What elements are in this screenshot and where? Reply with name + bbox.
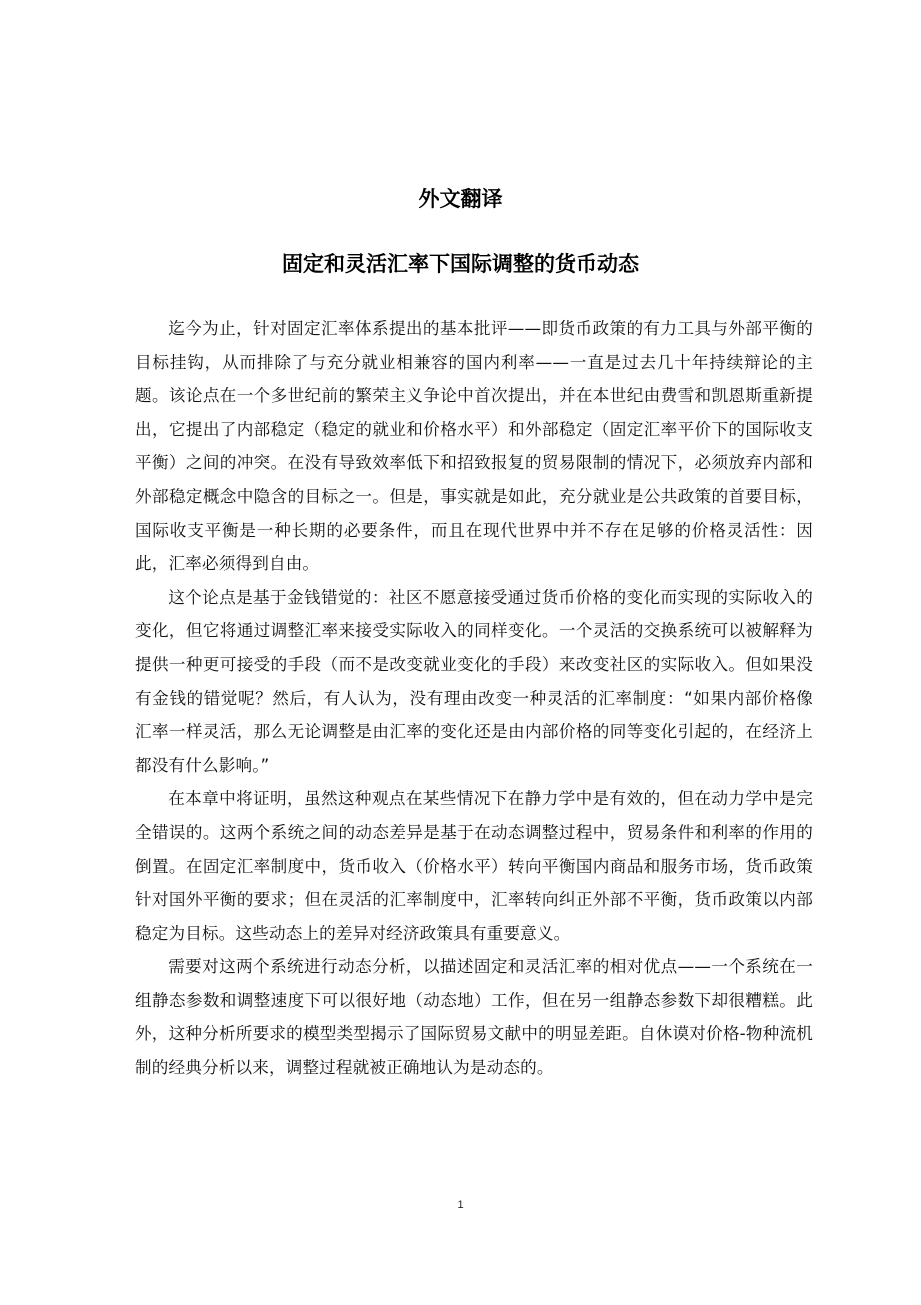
document-title: 外文翻译 (418, 187, 503, 211)
paragraph-4: 需要对这两个系统进行动态分析，以描述固定和灵活汇率的相对优点——一个系统在一组静态参数和调整速度下可以很好地（动态地）工作，但在另一组静态参数下却很糟糕。此外，这种分析所要求的模型类型揭示了国际贸易文献中的明显差距。自休谟对价格-物种流机制的经典分析以来，调整过程就被正确地认为是动态的。 (135, 957, 813, 1078)
page-number: 1 (457, 1199, 464, 1211)
document-subtitle: 固定和灵活汇率下国际调整的货币动态 (282, 252, 639, 276)
paragraph-3: 在本章中将证明，虽然这种观点在某些情况下在静力学中是有效的，但在动力学中是完全错误的。这两个系统之间的动态差异是基于在动态调整过程中，贸易条件和利率的作用的倒置。在固定汇率制度中，货币收入（价格水平）转向平衡国内商品和服务市场，货币政策针对国外平衡的要求；但在灵活的汇率制度中，汇率转向纠正外部不平衡，货币政策以内部稳定为目标。这些动态上的差异对经济政策具有重要意义。 (135, 789, 813, 943)
paragraph-2: 这个论点是基于金钱错觉的：社区不愿意接受通过货币价格的变化而实现的实际收入的变化，但它将通过调整汇率来接受实际收入的同样变化。一个灵活的交换系统可以被解释为提供一种更可接受的手段（而不是改变就业变化的手段）来改变社区的实际收入。但如果没有金钱的错觉呢？然后，有人认为，没有理由改变一种灵活的汇率制度：“如果内部价格像汇率一样灵活，那么无论调整是由汇率的变化还是由内部价格的同等变化引起的，在经济上都没有什么影响。” (135, 587, 813, 775)
paragraph-1: 迄今为止，针对固定汇率体系提出的基本批评——即货币政策的有力工具与外部平衡的目标挂钩，从而排除了与充分就业相兼容的国内利率——一直是过去几十年持续辩论的主题。该论点在一个多世纪前的繁荣主义争论中首次提出，并在本世纪由费雪和凯恩斯重新提出，它提出了内部稳定（稳定的就业和价格水平）和外部稳定（固定汇率平价下的国际收支平衡）之间的冲突。在没有导致效率低下和招致报复的贸易限制的情况下，必须放弃内部和外部稳定概念中隐含的目标之一。但是，事实就是如此，充分就业是公共政策的首要目标，国际收支平衡是一种长期的必要条件，而且在现代世界中并不存在足够的价格灵活性：因此，汇率必须得到自由。 (135, 319, 813, 574)
document-body (135, 312, 813, 1085)
